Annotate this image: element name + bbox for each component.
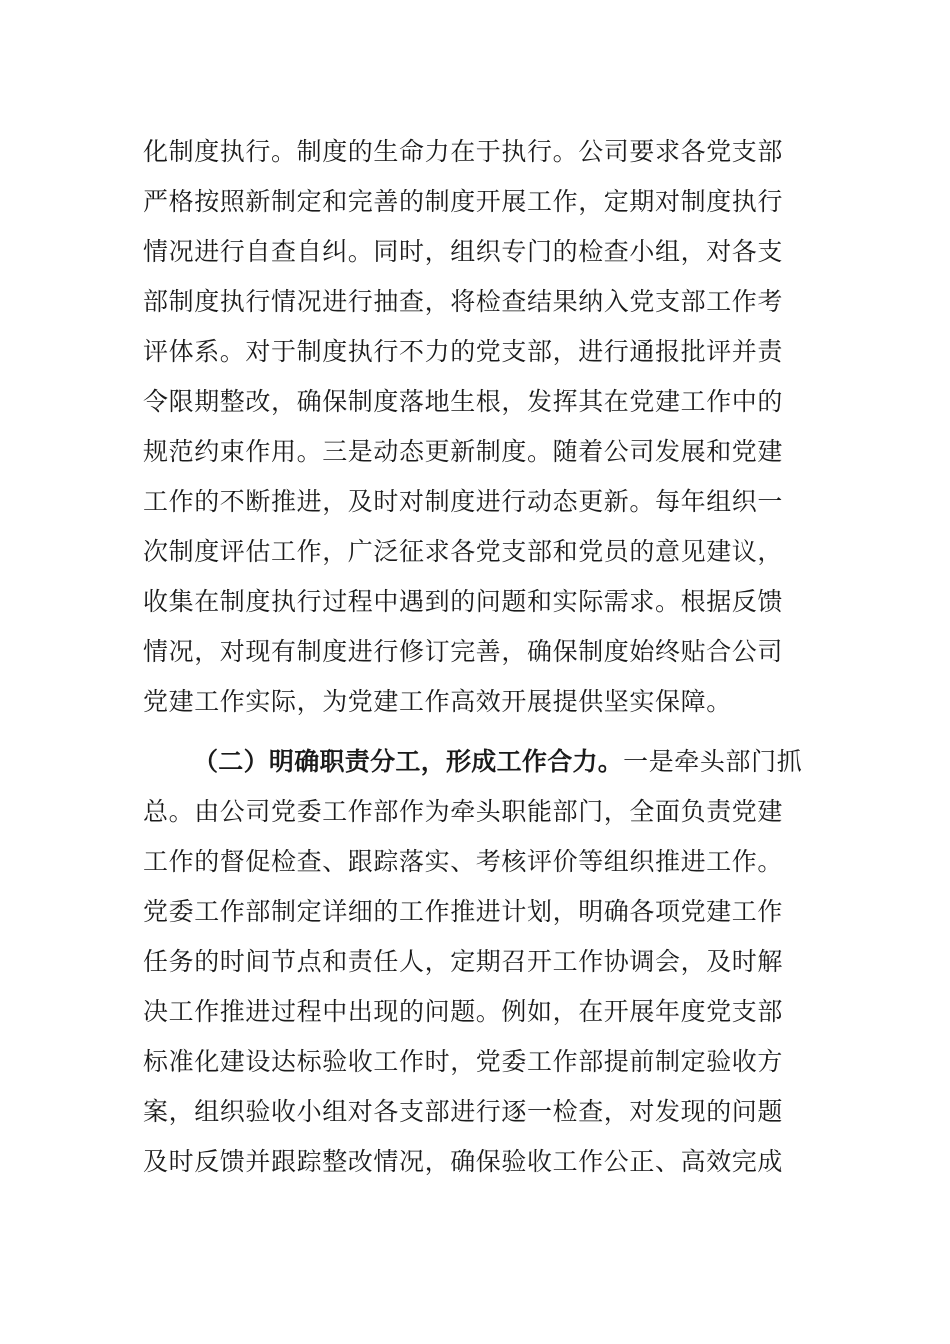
paragraph-system-execution [143, 127, 808, 727]
paragraph-line: 次制度评估工作，广泛征求各党支部和党员的意见建议， [143, 537, 784, 566]
paragraph-line: 情况进行自查自纠。同时，组织专门的检查小组，对各支 [143, 237, 784, 266]
paragraph-line: 收集在制度执行过程中遇到的问题和实际需求。根据反馈 [143, 587, 784, 616]
paragraph-line: 案，组织验收小组对各支部进行逐一检查，对发现的问题 [143, 1097, 784, 1126]
paragraph-line: 化制度执行。制度的生命力在于执行。公司要求各党支部 [143, 137, 784, 166]
paragraph-line: 党建工作实际，为党建工作高效开展提供坚实保障。 [143, 687, 732, 716]
paragraph-line: 工作的不断推进，及时对制度进行动态更新。每年组织一 [143, 487, 784, 516]
paragraph-line: 工作的督促检查、跟踪落实、考核评价等组织推进工作。 [143, 847, 784, 876]
paragraph-line: 任务的时间节点和责任人，定期召开工作协调会，及时解 [143, 947, 784, 976]
paragraph-line: 及时反馈并跟踪整改情况，确保验收工作公正、高效完成 [143, 1147, 784, 1176]
paragraph-text: 一是牵头部门抓 [623, 747, 803, 776]
paragraph-line: 评体系。对于制度执行不力的党支部，进行通报批评并责 [143, 337, 784, 366]
paragraph-first-line [143, 737, 808, 787]
paragraph-clarify-responsibilities [143, 737, 808, 1187]
paragraph-line: 决工作推进过程中出现的问题。例如，在开展年度党支部 [143, 997, 784, 1026]
paragraph-line: 部制度执行情况进行抽查，将检查结果纳入党支部工作考 [143, 287, 784, 316]
paragraph-line: 标准化建设达标验收工作时，党委工作部提前制定验收方 [143, 1047, 784, 1076]
paragraph-line: 规范约束作用。三是动态更新制度。随着公司发展和党建 [143, 437, 784, 466]
paragraph-line: 总。由公司党委工作部作为牵头职能部门，全面负责党建 [143, 797, 784, 826]
paragraph-line: 严格按照新制定和完善的制度开展工作，定期对制度执行 [143, 187, 784, 216]
paragraph-line: 党委工作部制定详细的工作推进计划，明确各项党建工作 [143, 897, 784, 926]
paragraph-line: 情况，对现有制度进行修订完善，确保制度始终贴合公司 [143, 637, 784, 666]
section-heading: （二）明确职责分工，形成工作合力。 [193, 747, 624, 776]
paragraph-line: 令限期整改，确保制度落地生根，发挥其在党建工作中的 [143, 387, 784, 416]
